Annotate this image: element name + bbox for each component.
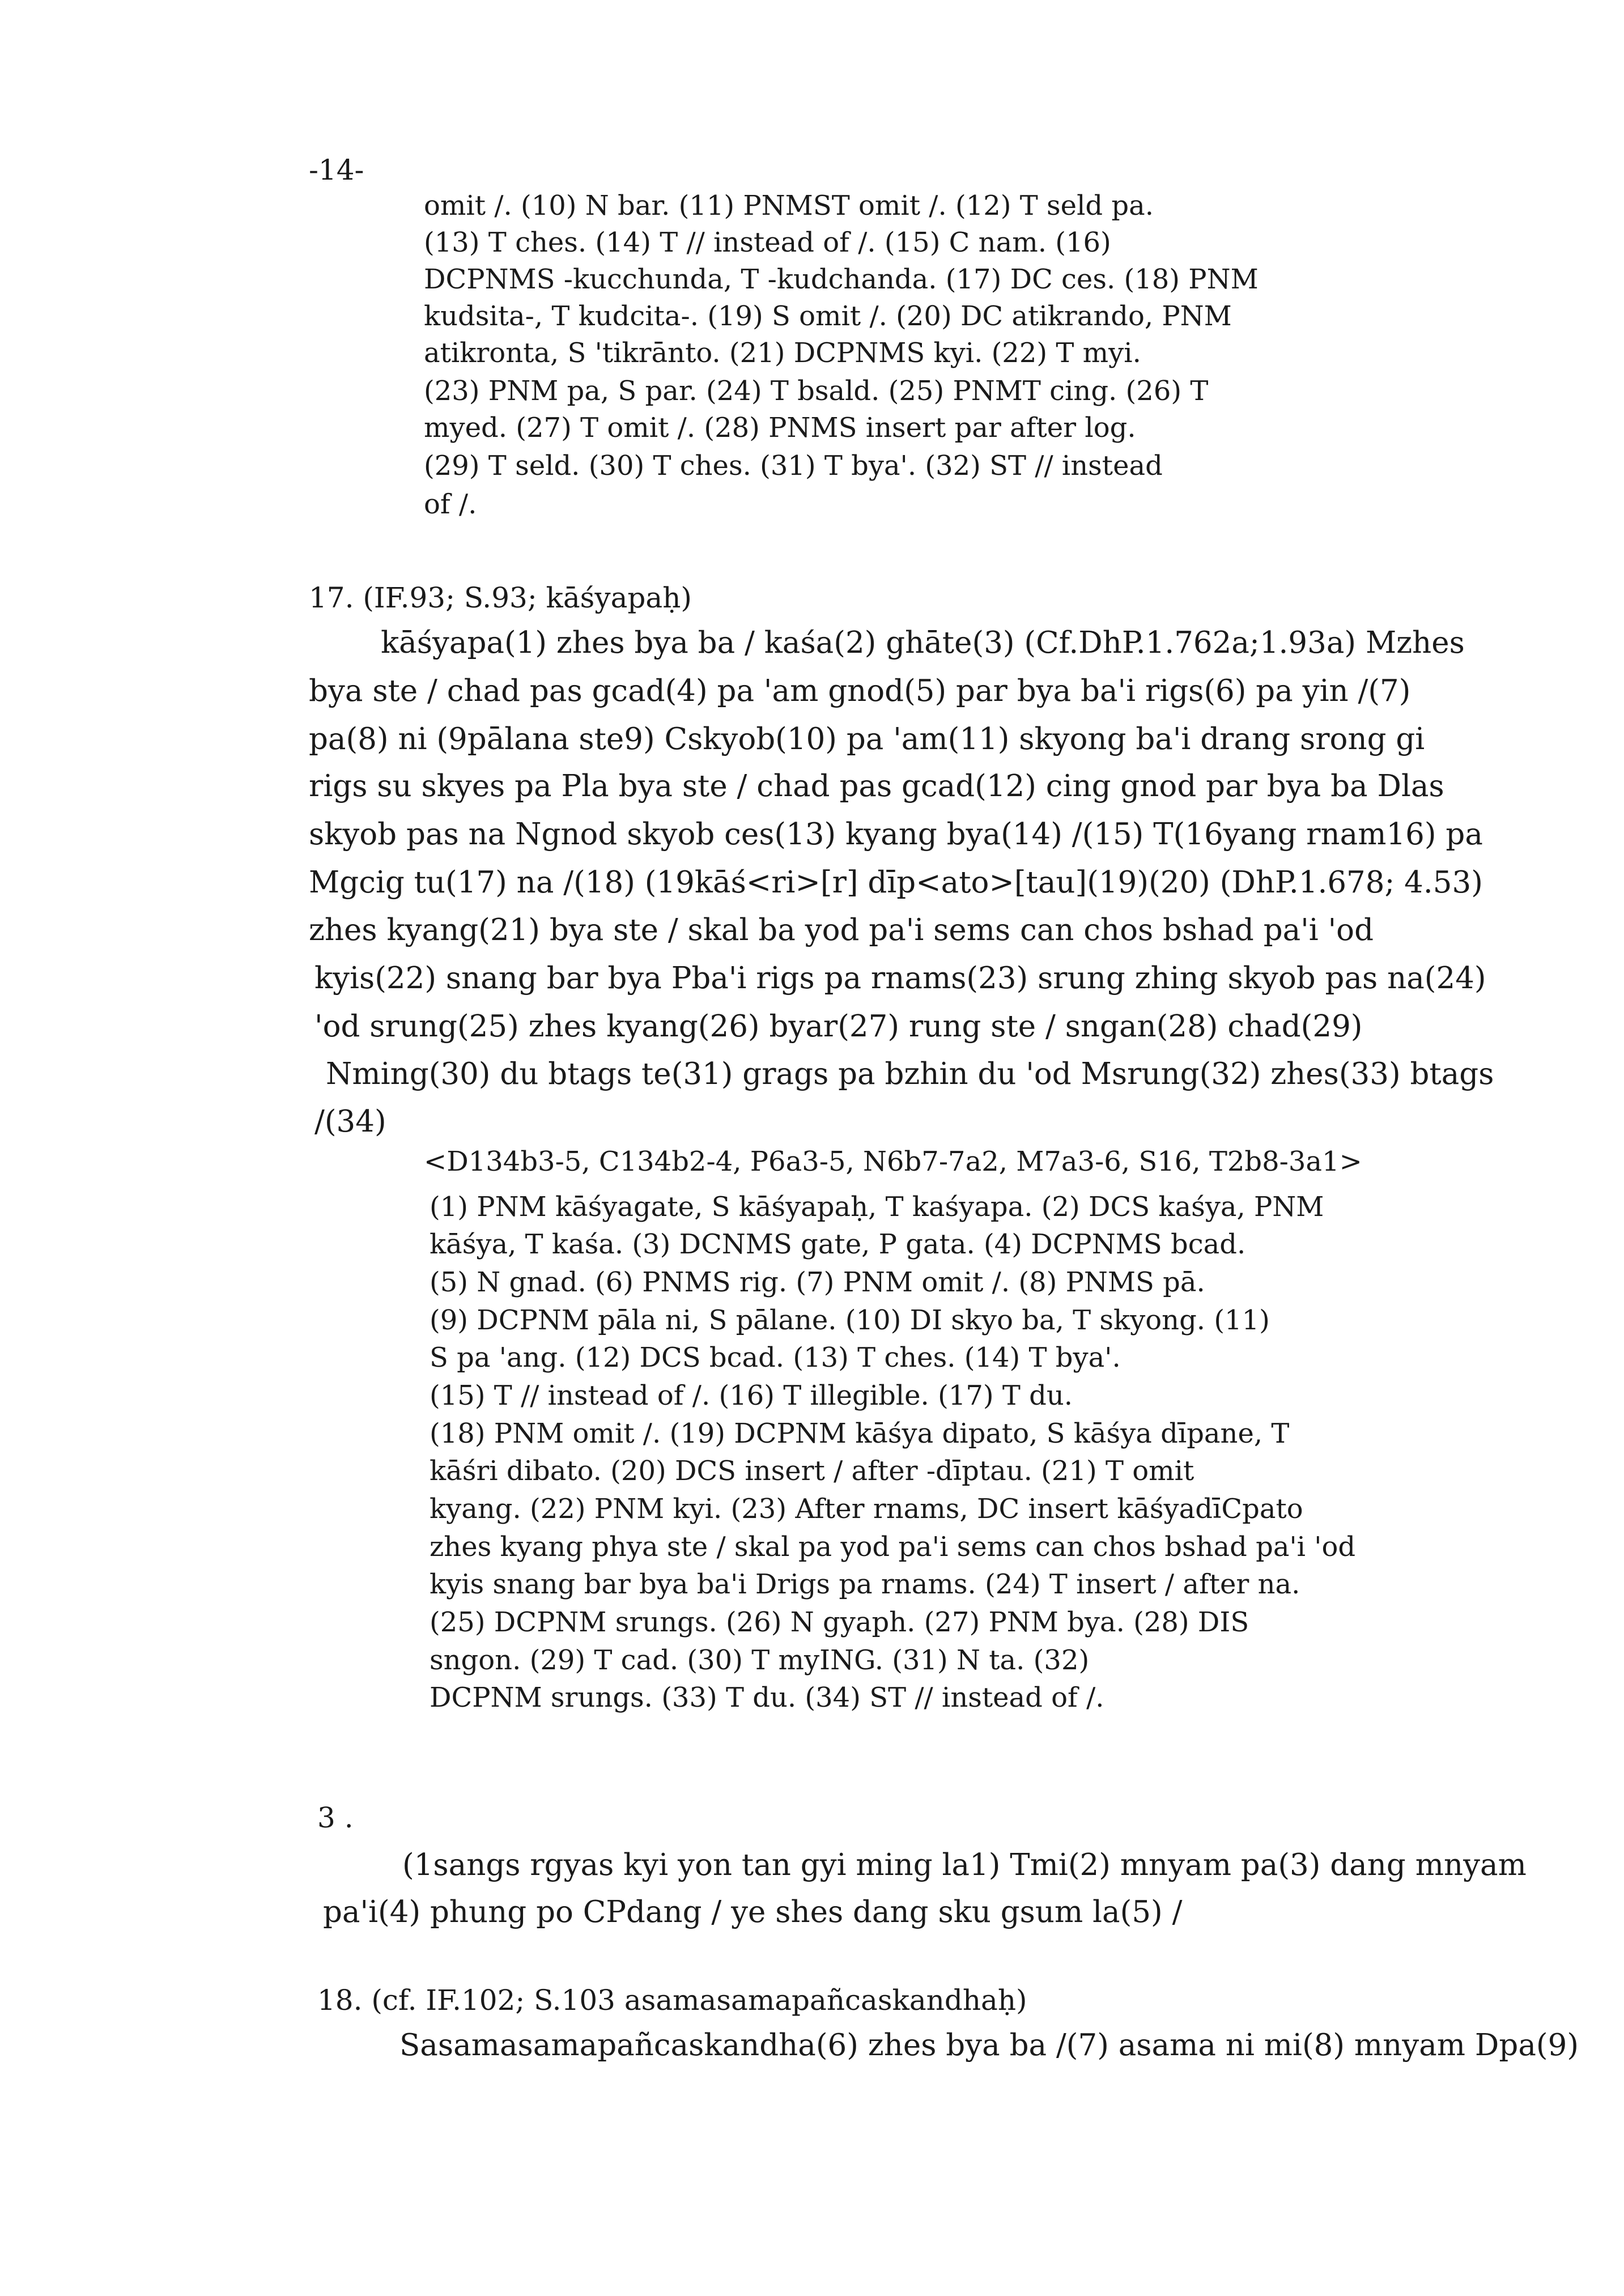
note-line: kāśya, T kaśa. (3) DCNMS gate, P gata. (4) DCPNMS bcad. — [430, 1228, 1246, 1260]
text-line: rigs su skyes pa Pla bya ste / chad pas gcad(12) cing gnod par bya ba Dlas — [309, 769, 1444, 803]
section-3-heading: 3 . — [317, 1801, 354, 1834]
note-line: myed. (27) T omit /. (28) PNMS insert par after log. — [424, 412, 1136, 444]
text-line: kyis(22) snang bar bya Pba'i rigs pa rnams(23) srung zhing skyob pas na(24) — [314, 961, 1486, 996]
text-line: bya ste / chad pas gcad(4) pa 'am gnod(5) par bya ba'i rigs(6) pa yin /(7) — [309, 674, 1411, 708]
note-line: (13) T ches. (14) T // instead of /. (15) C nam. (16) — [424, 227, 1111, 258]
note-line: omit /. (10) N bar. (11) PNMST omit /. (12) T seld pa. — [424, 190, 1154, 222]
note-line: (9) DCPNM pāla ni, S pālane. (10) DI skyo ba, T skyong. (11) — [430, 1304, 1270, 1336]
text-line: pa(8) ni (9pālana ste9) Cskyob(10) pa 'am(11) skyong ba'i drang srong gi — [309, 722, 1425, 756]
note-line: (29) T seld. (30) T ches. (31) T bya'. (32) ST // instead — [424, 450, 1163, 482]
note-line: (23) PNM pa, S par. (24) T bsald. (25) PNMT cing. (26) T — [424, 375, 1209, 407]
note-line: DCPNMS -kucchunda, T -kudchanda. (17) DC ces. (18) PNM — [424, 263, 1259, 295]
note-line: (15) T // instead of /. (16) T illegible. (17) T du. — [430, 1380, 1073, 1411]
note-line: (5) N gnad. (6) PNMS rig. (7) PNM omit /. (8) PNMS pā. — [430, 1266, 1205, 1298]
text-line: kāśyapa(1) zhes bya ba / kaśa(2) ghāte(3) (Cf.DhP.1.762a;1.93a) Mzhes — [381, 626, 1465, 660]
section-18-heading: 18. (cf. IF.102; S.103 asamasamapañcaskandhaḥ) — [317, 1984, 1027, 2017]
note-line: sngon. (29) T cad. (30) T myING. (31) N ta. (32) — [430, 1644, 1090, 1676]
text-line: Mgcig tu(17) na /(18) (19kāś<ri>[r] dīp<ato>[tau](19)(20) (DhP.1.678; 4.53) — [309, 865, 1483, 900]
note-line: kāśri dibato. (20) DCS insert / after -dīptau. (21) T omit — [430, 1455, 1194, 1487]
note-line: (1) PNM kāśyagate, S kāśyapaḥ, T kaśyapa. (2) DCS kaśya, PNM — [430, 1191, 1324, 1223]
note-line: DCPNM srungs. (33) T du. (34) ST // instead of /. — [430, 1682, 1104, 1714]
text-line: zhes kyang(21) bya ste / skal ba yod pa'i sems can chos bshad pa'i 'od — [309, 913, 1374, 947]
note-line: S pa 'ang. (12) DCS bcad. (13) T ches. (14) T bya'. — [430, 1342, 1121, 1374]
note-line: atikronta, S 'tikrānto. (21) DCPNMS kyi. (22) T myi. — [424, 337, 1141, 369]
note-line: of /. — [424, 488, 477, 520]
note-line: (25) DCPNM srungs. (26) N gyaph. (27) PNM bya. (28) DIS — [430, 1606, 1249, 1638]
note-line: kyang. (22) PNM kyi. (23) After rnams, DC insert kāśyadīCpato — [430, 1493, 1303, 1525]
note-line: kudsita-, T kudcita-. (19) S omit /. (20) DC atikrando, PNM — [424, 300, 1232, 332]
text-line: 'od srung(25) zhes kyang(26) byar(27) rung ste / sngan(28) chad(29) — [314, 1009, 1363, 1044]
section-17-heading: 17. (IF.93; S.93; kāśyapaḥ) — [309, 581, 692, 614]
note-line: kyis snang bar bya ba'i Drigs pa rnams. (24) T insert / after na. — [430, 1568, 1300, 1600]
text-line: skyob pas na Ngnod skyob ces(13) kyang bya(14) /(15) T(16yang rnam16) pa — [309, 817, 1483, 852]
note-line: zhes kyang phya ste / skal pa yod pa'i sems can chos bshad pa'i 'od — [430, 1531, 1356, 1563]
page-number: -14- — [309, 154, 364, 186]
note-line: (18) PNM omit /. (19) DCPNM kāśya dipato, S kāśya dīpane, T — [430, 1418, 1290, 1449]
text-line: pa'i(4) phung po CPdang / ye shes dang sku gsum la(5) / — [323, 1895, 1183, 1929]
text-line: /(34) — [314, 1104, 386, 1139]
text-line: Sasamasamapañcaskandha(6) zhes bya ba /(7) asama ni mi(8) mnyam Dpa(9) — [399, 2028, 1579, 2063]
source-reference: <D134b3-5, C134b2-4, P6a3-5, N6b7-7a2, M7a3-6, S16, T2b8-3a1> — [424, 1146, 1362, 1177]
text-line: (1sangs rgyas kyi yon tan gyi ming la1) Tmi(2) mnyam pa(3) dang mnyam — [402, 1848, 1527, 1882]
text-line: Nming(30) du btags te(31) grags pa bzhin du 'od Msrung(32) zhes(33) btags — [326, 1057, 1494, 1091]
